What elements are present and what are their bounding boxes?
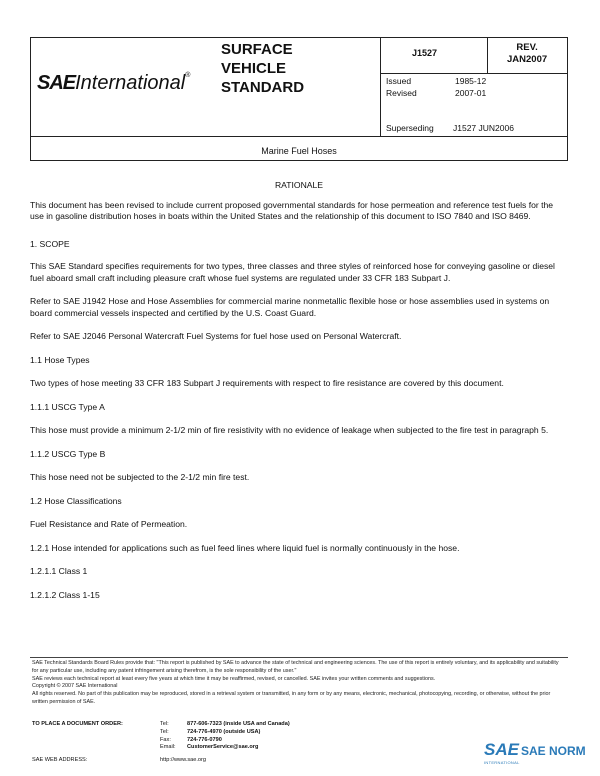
footer-notice xyxy=(32,660,566,707)
scope-paragraph-2: Refer to SAE J1942 Hose and Hose Assemblies for commercial marine nonmetallic flexible hose or hose assemblies used in systems on board commercial vessels inspected and certified by the U.S. Coast Guard. xyxy=(30,296,550,318)
divider xyxy=(380,73,568,74)
divider xyxy=(31,136,567,137)
logo-sae: SAE xyxy=(37,72,76,94)
rationale-heading: RATIONALE xyxy=(274,180,324,190)
section-1-1-text: Two types of hose meeting 33 CFR 183 Subpart J requirements with respect to fire resistance are covered by this document. xyxy=(30,378,504,388)
superseding-label: Superseding xyxy=(386,123,434,133)
footer-rights-text: All rights reserved. No part of this publication may be reproduced, stored in a retrieval system or transmitted, in any form or by any means, electronic, mechanical, photocopying, recording, or otherwise, without the prior written permission of SAE. xyxy=(32,691,551,705)
scope-heading: 1. SCOPE xyxy=(30,238,70,249)
sae-norm-watermark xyxy=(484,740,586,765)
watermark-subtext: INTERNATIONAL xyxy=(484,760,520,765)
section-1-2-1-1-heading: 1.2.1.1 Class 1 xyxy=(30,566,88,576)
title-line-3: STANDARD xyxy=(221,79,305,96)
sae-international-logo xyxy=(37,72,190,95)
order-label: TO PLACE A DOCUMENT ORDER: xyxy=(32,721,123,727)
section-1-1-heading: 1.1 Hose Types xyxy=(30,354,90,365)
divider xyxy=(487,38,488,73)
document-number: J1527 xyxy=(412,48,438,58)
footer-divider xyxy=(30,657,568,658)
tel2-value: 724-776-4970 (outside USA) xyxy=(187,728,261,735)
standard-type-title xyxy=(221,40,304,97)
issued-label: Issued xyxy=(386,76,412,86)
document-title: Marine Fuel Hoses xyxy=(261,146,337,156)
footer-copyright: Copyright © 2007 SAE International xyxy=(32,683,118,690)
revision-box xyxy=(507,42,547,66)
section-1-1-2-heading: 1.1.2 USCG Type B xyxy=(30,448,106,459)
revised-label: Revised xyxy=(386,88,417,98)
watermark-logo: SAE xyxy=(484,740,519,759)
tel2-label: Tel: xyxy=(160,728,169,735)
divider xyxy=(380,38,381,136)
document-body xyxy=(30,180,568,601)
footer-rules-text: SAE Technical Standards Board Rules provide that: "This report is published by SAE to advance the state of technical and engineering sciences. The use of this report is entirely voluntary, and its applicability and suitability for any particular use, including any patent infringement arising therefrom, is the sole responsibility of the user." xyxy=(32,660,559,674)
section-1-1-1-text: This hose must provide a minimum 2-1/2 min of fire resistivity with no evidence of leakage when subjected to the fire test in paragraph 5. xyxy=(30,425,549,435)
issued-value: 1985-12 xyxy=(455,76,487,86)
tel-value: 877-606-7323 (inside USA and Canada) xyxy=(187,721,290,727)
section-1-1-2-text: This hose need not be subjected to the 2-1/2 min fire test. xyxy=(30,472,250,482)
email-value: CustomerService@sae.org xyxy=(187,744,259,751)
superseding-value: J1527 JUN2006 xyxy=(453,123,514,133)
email-label: Email: xyxy=(160,744,176,751)
logo-trademark: ® xyxy=(185,72,191,79)
fax-value: 724-776-0790 xyxy=(187,736,222,743)
scope-paragraph-1: This SAE Standard specifies requirements for two types, three classes and three styles of reinforced hose for conveying gasoline or diesel fuel aboard small craft including pleasure craft whose fuel systems are regulated under 33 CFR 183 Subpart J. xyxy=(30,261,555,283)
scope-paragraph-3: Refer to SAE J2046 Personal Watercraft Fuel Systems for fuel hose used on Personal Watercraft. xyxy=(30,331,402,341)
rationale-text: This document has been revised to include current proposed governmental standards for hose permeation and reference test fuels for the use in gasoline distribution hoses in boats within the United States and the relationship of this document to ISO 7840 and ISO 8469. xyxy=(30,199,554,221)
section-1-2-1-2-heading: 1.2.1.2 Class 1-15 xyxy=(30,589,100,600)
section-1-2-heading: 1.2 Hose Classifications xyxy=(30,495,122,506)
rev-date: JAN2007 xyxy=(507,54,548,65)
title-line-1: SURFACE xyxy=(221,41,293,58)
section-1-2-1-heading: 1.2.1 Hose intended for applications such as fuel feed lines where liquid fuel is normally continuously in the hose. xyxy=(30,542,460,553)
web-address-value: http://www.sae.org xyxy=(160,757,207,763)
order-contacts xyxy=(160,721,290,752)
section-1-2-text: Fuel Resistance and Rate of Permeation. xyxy=(30,519,188,529)
document-header xyxy=(30,37,568,161)
tel-label: Tel: xyxy=(160,721,169,727)
rev-label: REV. xyxy=(516,42,538,53)
watermark-text: SAE NORM xyxy=(520,744,586,758)
title-line-2: VEHICLE xyxy=(221,60,287,77)
revised-value: 2007-01 xyxy=(455,88,487,98)
section-1-1-1-heading: 1.1.1 USCG Type A xyxy=(30,401,105,412)
logo-international: International xyxy=(75,72,186,94)
footer-review-text: SAE reviews each technical report at least every five years at which time it may be reaffirmed, revised, or cancelled. SAE invites your written comments and suggestions. xyxy=(32,675,436,682)
web-address-label: SAE WEB ADDRESS: xyxy=(32,757,88,763)
fax-label: Fax: xyxy=(160,736,171,743)
